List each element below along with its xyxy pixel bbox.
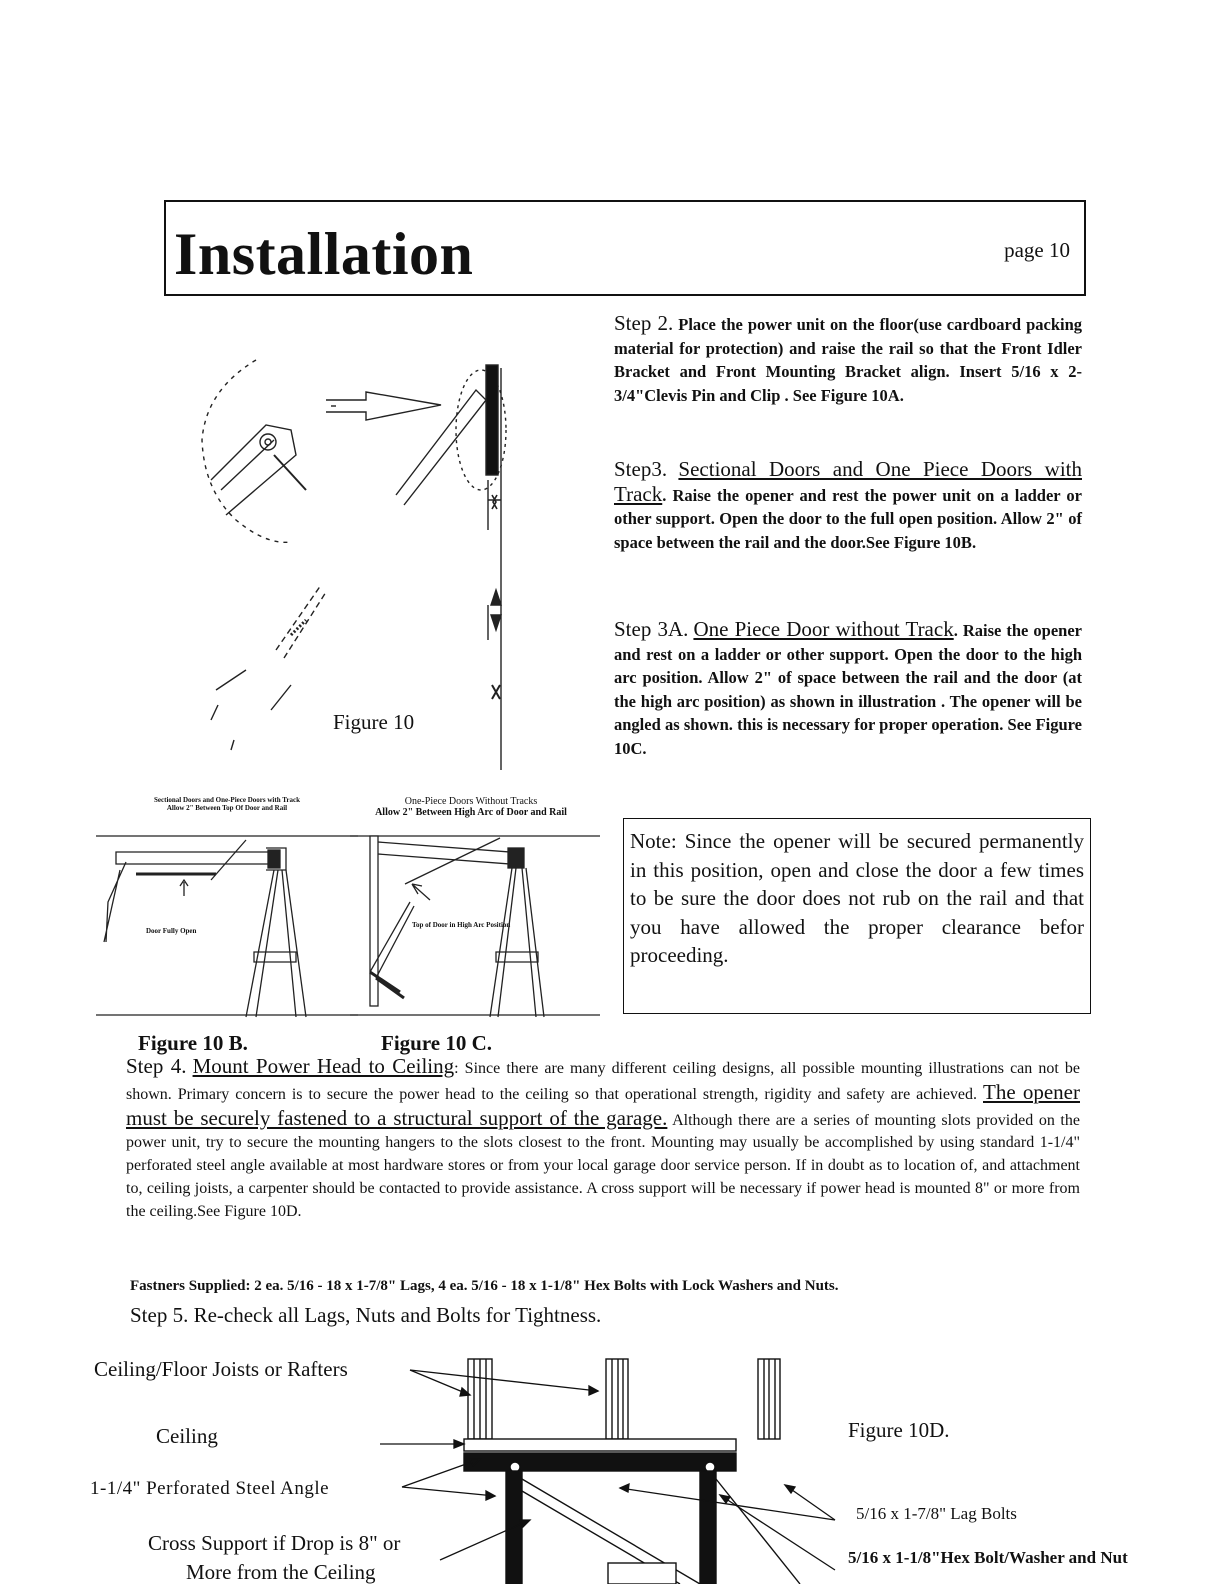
step-3-heading: Step3. [614,457,668,481]
step-4-underlined: Mount Power Head to Ceiling [192,1054,455,1078]
hex-bolt-label: 5/16 x 1-1/8"Hex Bolt/Washer and Nut [848,1548,1128,1567]
page-title: Installation [174,221,474,287]
figure-10b-illustration [96,822,358,1022]
step-4-underlined-2: The opener must be securely fastened to a structural support of the garage. [126,1079,1080,1130]
door-fully-open-label: Door Fully Open [146,927,197,935]
ceiling-label: Ceiling [156,1424,218,1448]
top-of-door-label: Top of Door in High Arc Position [412,921,511,929]
step-4-heading: Step 4. [126,1054,187,1078]
step-2-text: Place the power unit on the floor(use cardboard packing material for protection) and raise the rail so that the Front Idler Bracket and Front Mounting Bracket align. Insert 5/16 x 2-3/4"Clevis Pin and Clip . See Figure 10A. [614,315,1083,405]
step-3-paragraph [614,458,1082,554]
step-3-text: . Raise the opener and rest the power unit on a ladder or other support. Open the door to the full open position. Allow 2" of space between the rail and the door.See Figure 10B. [614,485,1082,552]
lag-bolts-label: 5/16 x 1-7/8" Lag Bolts [856,1504,1017,1523]
note-text: Note: Since the opener will be secured permanently in this position, open and close the door a few times to be sure the door does not rub on the rail and that you have allowed the proper clearance befor proceeding. [630,829,1084,967]
step-3-underlined: Sectional Doors and One Piece Doors with Track [614,457,1082,506]
figure-10-illustration [196,330,526,770]
joists-label: Ceiling/Floor Joists or Rafters [94,1357,348,1381]
note-box [623,818,1091,1014]
step-3a-underlined: One Piece Door without Track [693,617,954,641]
figure-10-caption: Figure 10 [333,710,415,734]
figure-10d-illustration [380,1355,850,1584]
step-4-paragraph [126,1055,1080,1224]
page-number: page 10 [1004,238,1070,262]
page-header [164,200,1086,296]
cross-support-label: Cross Support if Drop is 8" or [148,1531,401,1555]
figure-10b-caption: Figure 10 B. [138,1031,248,1055]
figure-10d-caption: Figure 10D. [848,1418,950,1442]
figure-10b-label: Sectional Doors and One-Piece Doors with Track Allow 2" Between Top Of Door and Rail [154,796,300,812]
step-2-paragraph [614,312,1082,407]
step-3a-paragraph [614,618,1082,761]
step-3a-text: . Raise the opener and rest on a ladder or other support. Open the door to the high arc position. Allow 2" of space between the rail and the door (at the high arc position) as shown in illustration . The opener will be angled as shown. this is necessary for proper operation. See Figure 10C. [614,621,1082,758]
fasteners-line: Fastners Supplied: 2 ea. 5/16 - 18 x 1-7/8" Lags, 4 ea. 5/16 - 18 x 1-1/8" Hex Bolts with Lock Washers and Nuts. [130,1278,839,1294]
figure-10c-label: One-Piece Doors Without Tracks Allow 2" Between High Arc of Door and Rail [375,796,567,818]
figure-10c-caption: Figure 10 C. [381,1031,493,1055]
step-4-text-2: Although there are a series of mounting slots provided on the power unit, try to secure the mounting hangers to the slots closest to the front. Mounting may usually be accomplished by using standard 1-1/4" perforated steel angle available at most hardware stores or from your local garage door service person. If in doubt as to location of, and attachment to, ceiling joists, a carpenter should be contacted to provide assistance. A cross support will be necessary if power head is mounted 8" or more from the ceiling.See Figure 10D. [126,1111,1080,1220]
step-5-line: Step 5. Re-check all Lags, Nuts and Bolts for Tightness. [130,1303,602,1327]
step-3a-heading: Step 3A. [614,617,689,641]
step-2-heading: Step 2. [614,311,674,335]
cross-support-label-2: More from the Ceiling [186,1560,376,1584]
steel-angle-label: 1-1/4" Perforated Steel Angle [90,1478,330,1499]
step-4-text-1: : Since there are many different ceiling designs, all possible mounting illustrations can not be shown. Primary concern is to secure the power head to the ceiling so that operational strength, rigidity and safety are achieved. [126,1060,1081,1103]
